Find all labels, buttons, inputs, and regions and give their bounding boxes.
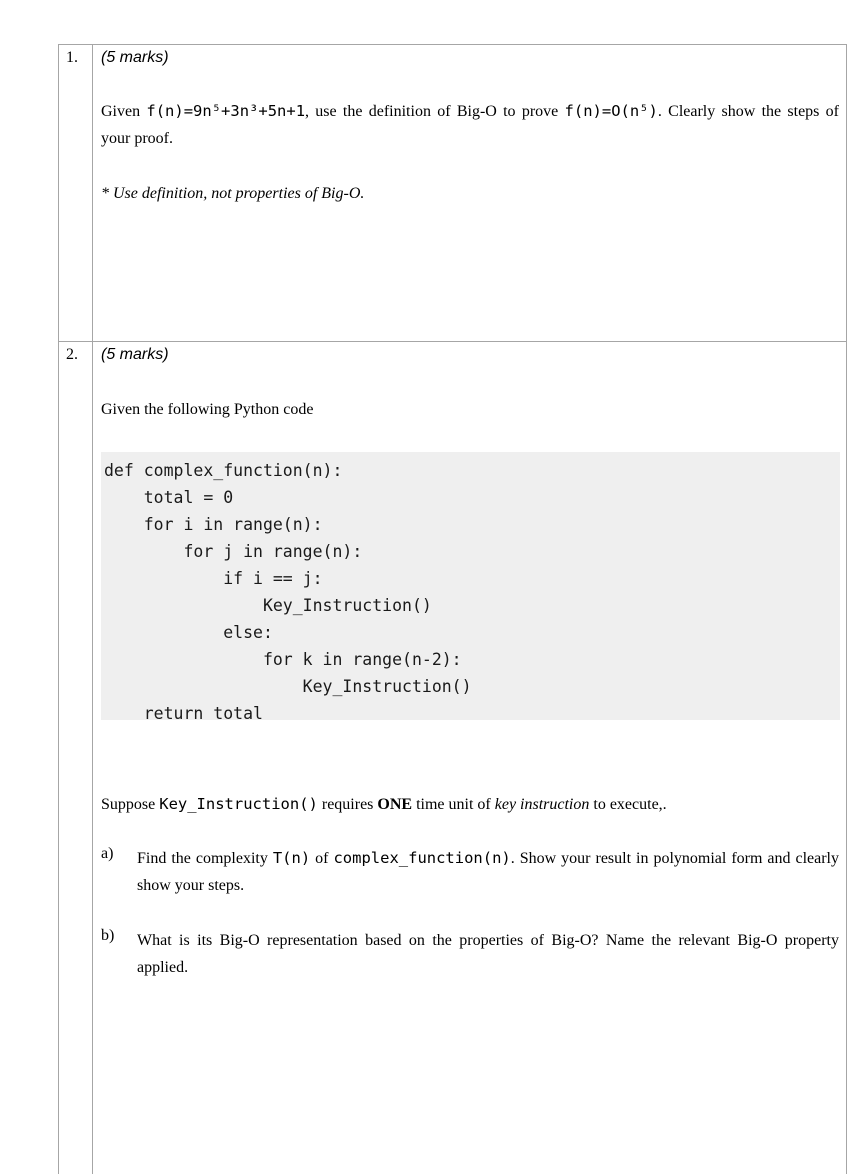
code-line: Key_Instruction() [104,677,472,696]
question-marks: (5 marks) [101,49,169,66]
table-row-divider [58,341,847,342]
sub-question-label: b) [101,927,115,944]
code-line: total = 0 [104,488,234,507]
code-line: def complex_function(n): [104,461,343,480]
question-2-intro: Given the following Python code [101,401,314,418]
question-2-suppose: Suppose Key_Instruction() requires ONE time unit of key instruction to execute,. [101,795,667,813]
table-column-divider [92,44,93,1174]
big-o-expression: f(n)=O(n⁵) [564,102,658,120]
code-line: for k in range(n-2): [104,650,462,669]
code-line: if i == j: [104,569,323,588]
table-border-top [58,44,847,45]
question-number: 1. [66,49,78,66]
table-border-left [58,44,59,1174]
sub-question-text: What is its Big-O representation based on the properties of Big-O? Name the relevant Big-O property applied. [137,932,839,976]
sub-question-label: a) [101,845,114,862]
question-1-note: * Use definition, not properties of Big-O. [101,185,365,202]
sub-question-text: Find the complexity T(n) of complex_function(n). Show your result in polynomial form and clearly show your steps. [137,849,840,894]
code-block [101,452,840,723]
code-line: for j in range(n): [104,542,363,561]
code-line: for i in range(n): [104,515,323,534]
code-line: Key_Instruction() [104,596,432,615]
question-number: 2. [66,346,78,363]
function-expression: f(n)=9n⁵+3n³+5n+1 [146,102,306,120]
questions-table [58,44,847,1174]
question-1-prompt: Given f(n)=9n⁵+3n³+5n+1, use the definition of Big-O to prove f(n)=O(n⁵). Clearly show the steps of your proof. [101,102,840,147]
key-instruction-code: Key_Instruction() [159,795,318,813]
table-border-right [846,44,847,1174]
question-marks: (5 marks) [101,346,169,363]
code-line: return total [104,704,263,723]
code-line: else: [104,623,273,642]
